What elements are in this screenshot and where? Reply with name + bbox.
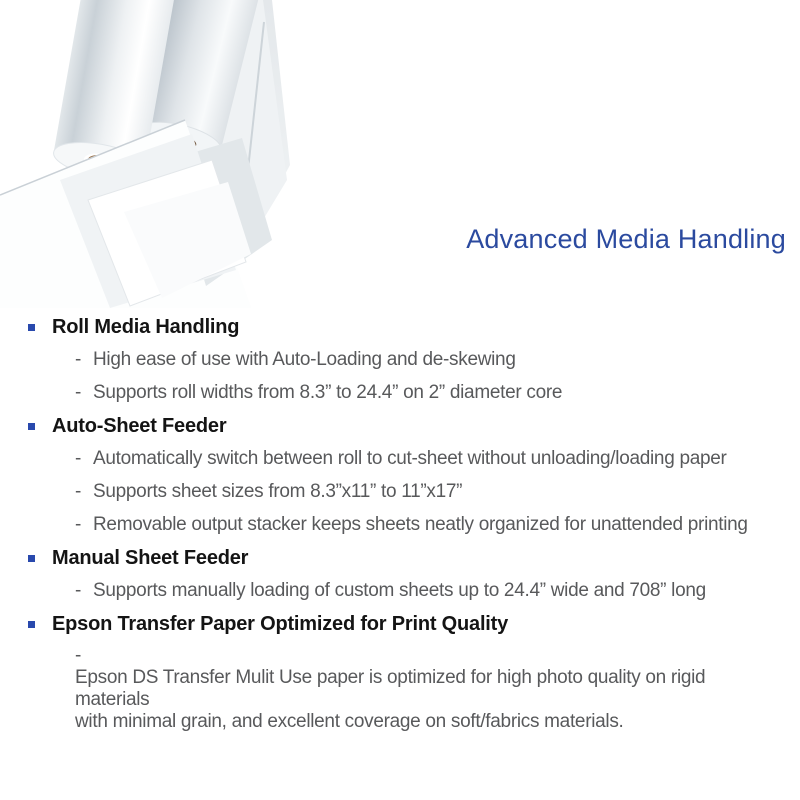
dash-icon: - (75, 580, 82, 601)
section-heading-row (28, 546, 784, 570)
list-item (28, 381, 784, 405)
list-item (28, 579, 784, 603)
list-item (28, 480, 784, 504)
section-heading-row (28, 414, 784, 438)
section-roll-media-handling (28, 315, 784, 405)
dash-icon: - (75, 514, 82, 535)
list-item-line: Epson DS Transfer Mulit Use paper is optimized for high photo quality on rigid materials (75, 667, 706, 710)
list-item-text: Supports sheet sizes from 8.3”x11” to 11”x17” (93, 481, 463, 502)
section-heading-row (28, 612, 784, 636)
square-bullet-icon (28, 555, 35, 562)
section-heading-row (28, 315, 784, 339)
paper-rolls-illustration (0, 0, 295, 308)
section-heading: Roll Media Handling (52, 316, 240, 338)
page-title: Advanced Media Handling (466, 224, 786, 254)
section-heading: Epson Transfer Paper Optimized for Print Quality (52, 613, 509, 635)
square-bullet-icon (28, 423, 35, 430)
square-bullet-icon (28, 324, 35, 331)
paper-rolls-photo (0, 0, 295, 308)
section-epson-transfer-paper (28, 612, 784, 733)
list-item-line: with minimal grain, and excellent coverage on soft/fabrics materials. (75, 711, 624, 732)
dash-icon: - (75, 645, 82, 666)
list-item (28, 645, 784, 733)
list-item-text: Automatically switch between roll to cut-sheet without unloading/loading paper (93, 448, 727, 469)
list-item-text: High ease of use with Auto-Loading and de-skewing (93, 349, 516, 370)
list-item-text: Supports roll widths from 8.3” to 24.4” on 2” diameter core (93, 382, 563, 403)
list-item (28, 447, 784, 471)
section-heading: Manual Sheet Feeder (52, 547, 249, 569)
list-item (28, 348, 784, 372)
feature-list (28, 312, 784, 742)
dash-icon: - (75, 349, 82, 370)
list-item-text: Removable output stacker keeps sheets neatly organized for unattended printing (93, 514, 748, 535)
section-auto-sheet-feeder (28, 414, 784, 537)
section-manual-sheet-feeder (28, 546, 784, 603)
list-item-text (75, 667, 784, 733)
list-item-text: Supports manually loading of custom sheets up to 24.4” wide and 708” long (93, 580, 706, 601)
dash-icon: - (75, 382, 82, 403)
dash-icon: - (75, 481, 82, 502)
dash-icon: - (75, 448, 82, 469)
square-bullet-icon (28, 621, 35, 628)
list-item (28, 513, 784, 537)
section-heading: Auto-Sheet Feeder (52, 415, 227, 437)
